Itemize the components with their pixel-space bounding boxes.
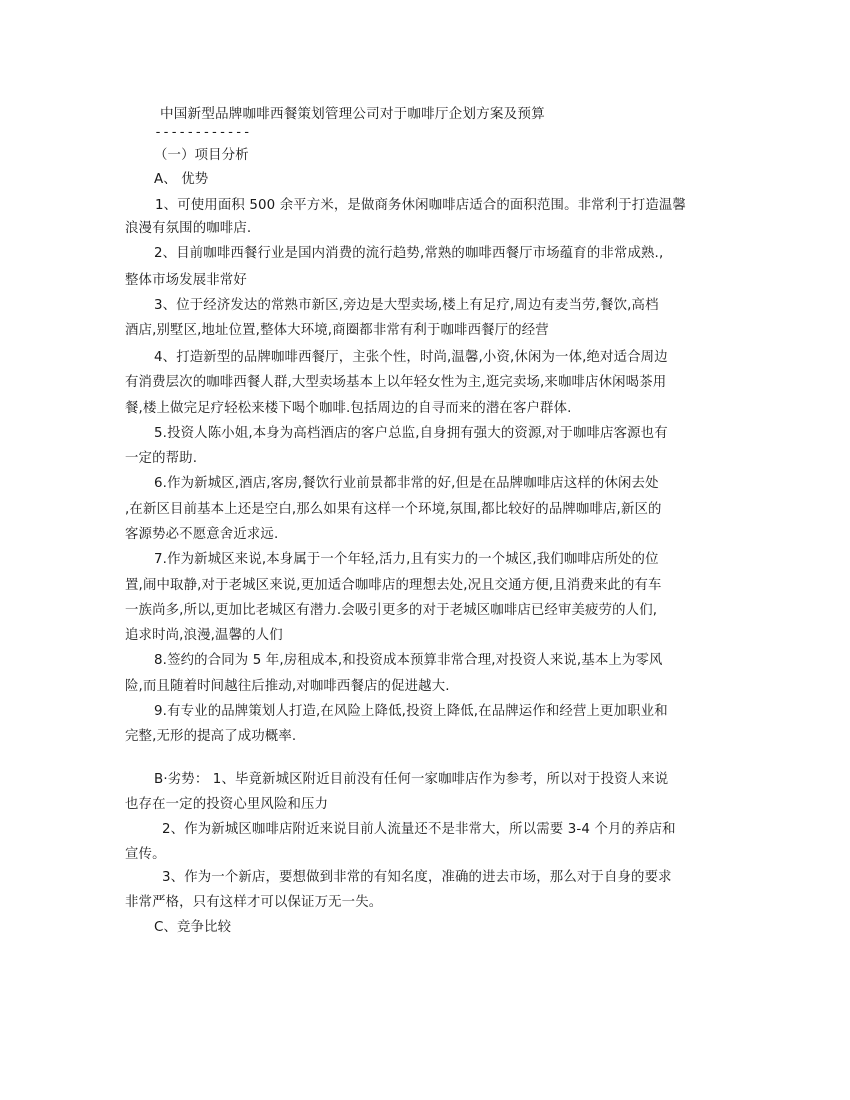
competition-heading: C、竞争比较 bbox=[154, 920, 232, 935]
paragraph-line: ,在新区目前基本上还是空白,那么如果有这样一个环境,氛围,都比较好的品牌咖啡店,新区的 bbox=[125, 502, 662, 517]
paragraph-line: 完整,无形的提高了成功概率. bbox=[125, 729, 297, 744]
paragraph-line: 8.签约的合同为 5 年,房租成本,和投资成本预算非常合理,对投资人来说,基本上为零风 bbox=[154, 653, 663, 668]
paragraph-line: 2、目前咖啡西餐行业是国内消费的流行趋势,常熟的咖啡西餐厅市场蕴育的非常成熟., bbox=[154, 246, 664, 261]
paragraph-line: 一定的帮助. bbox=[125, 451, 198, 466]
paragraph-line: 险,而且随着时间越往后推动,对咖啡西餐店的促进越大. bbox=[125, 679, 450, 694]
paragraph-line: 浪漫有氛围的咖啡店. bbox=[125, 221, 252, 236]
paragraph-line: 整体市场发展非常好 bbox=[125, 273, 247, 288]
paragraph-line: 4、打造新型的品牌咖啡西餐厅，主张个性，时尚,温馨,小资,休闲为一体,绝对适合周边 bbox=[154, 350, 668, 365]
title-rule: ------------ bbox=[154, 125, 251, 140]
paragraph-line: 客源势必不愿意舍近求远. bbox=[125, 527, 279, 542]
paragraph-line: 追求时尚,浪漫,温馨的人们 bbox=[125, 628, 283, 643]
paragraph-line: 9.有专业的品牌策划人打造,在风险上降低,投资上降低,在品牌运作和经营上更加职业和 bbox=[154, 704, 668, 719]
paragraph-line: 3、位于经济发达的常熟市新区,旁边是大型卖场,楼上有足疗,周边有麦当劳,餐饮,高档 bbox=[154, 298, 659, 313]
advantages-heading: A、 优势 bbox=[154, 172, 209, 187]
paragraph-line: 置,闹中取静,对于老城区来说,更加适合咖啡店的理想去处,况且交通方便,且消费来此的有车 bbox=[125, 578, 662, 593]
paragraph-line: 3、作为一个新店，要想做到非常的有知名度，准确的进去市场，那么对于自身的要求 bbox=[162, 870, 672, 885]
paragraph-line: 7.作为新城区来说,本身属于一个年轻,活力,且有实力的一个城区,我们咖啡店所处的位 bbox=[154, 552, 659, 567]
paragraph-line: 1、可使用面积 500 余平方米，是做商务休闲咖啡店适合的面积范围。非常利于打造温馨 bbox=[155, 198, 686, 213]
paragraph-line: B·劣势： 1、毕竟新城区附近目前没有任何一家咖啡店作为参考，所以对于投资人来说 bbox=[154, 772, 669, 787]
paragraph-line: 也存在一定的投资心里风险和压力 bbox=[125, 797, 329, 812]
paragraph-line: 5.投资人陈小姐,本身为高档酒店的客户总监,自身拥有强大的资源,对于咖啡店客源也有 bbox=[154, 426, 668, 441]
paragraph-line: 6.作为新城区,酒店,客房,餐饮行业前景都非常的好,但是在品牌咖啡店这样的休闲去处 bbox=[154, 476, 659, 491]
section-heading: （一）项目分析 bbox=[154, 148, 249, 163]
paragraph-line: 一族尚多,所以,更加比老城区有潜力.会吸引更多的对于老城区咖啡店已经审美疲劳的人们, bbox=[125, 603, 658, 618]
paragraph-line: 宣传。 bbox=[125, 847, 166, 862]
paragraph-line: 酒店,别墅区,地址位置,整体大环境,商圈都非常有利于咖啡西餐厅的经营 bbox=[125, 323, 549, 338]
paragraph-line: 有消费层次的咖啡西餐人群,大型卖场基本上以年轻女性为主,逛完卖场,来咖啡店休闲喝茶用 bbox=[125, 375, 667, 390]
paragraph-line: 非常严格，只有这样才可以保证万无一失。 bbox=[125, 895, 383, 910]
paragraph-line: 2、作为新城区咖啡店附近来说目前人流量还不是非常大，所以需要 3-4 个月的养店和 bbox=[162, 822, 676, 837]
paragraph-line: 餐,楼上做完足疗轻松来楼下喝个咖啡.包括周边的自寻而来的潜在客户群体. bbox=[125, 401, 572, 416]
document-title: 中国新型品牌咖啡西餐策划管理公司对于咖啡厅企划方案及预算 bbox=[160, 106, 545, 122]
